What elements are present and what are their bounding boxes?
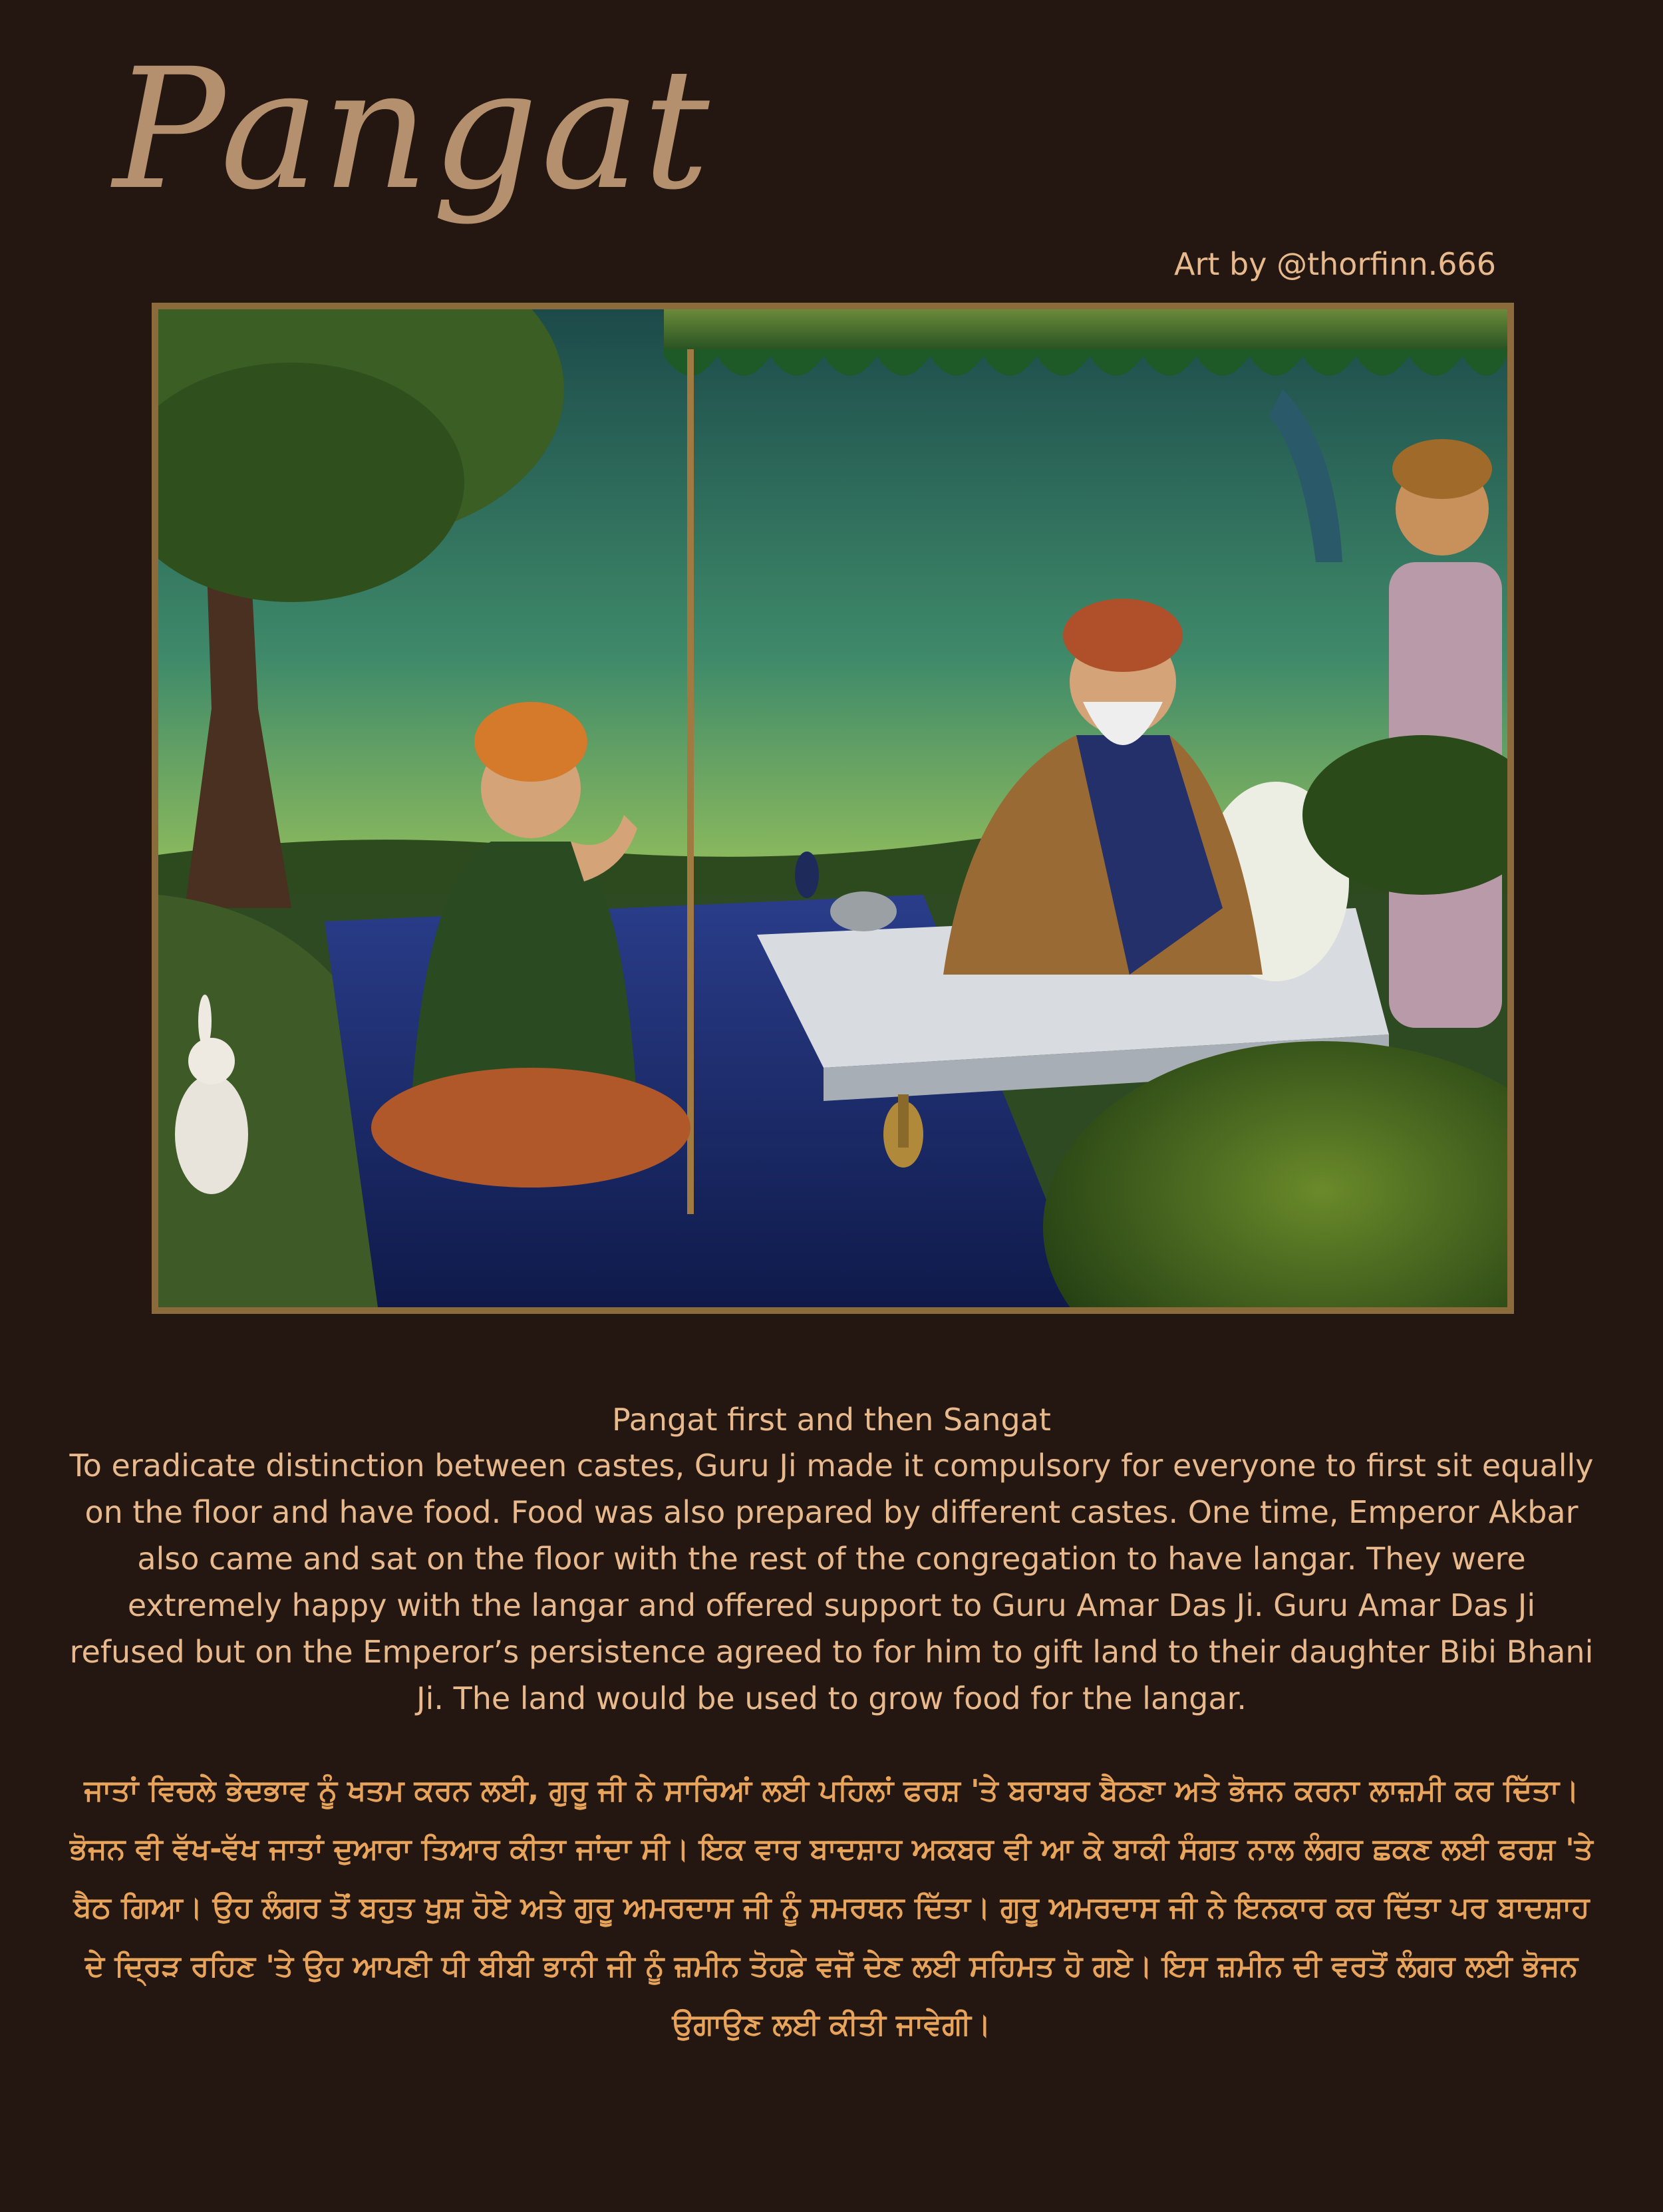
page-title: Pangat: [113, 33, 712, 226]
painting-illustration: [158, 309, 1507, 1307]
caption-body-english: To eradicate distinction between castes, Guru Ji made it compulsory for everyone to first sit equally on the floor and have food. Food was also prepared by different castes. One time, Emperor Akbar also came and sat on the floor with the rest of the congregation to have langar. They were extremely happy with the langar and offered support to Guru Amar Das Ji. Guru Amar Das Ji refused but on the Emperor’s persistence agreed to for him to gift land to their daughter Bibi Bhani Ji. The land would be used to grow food for the langar.: [69, 1448, 1594, 1716]
painting-frame: [152, 303, 1514, 1314]
caption-heading: Pangat first and then Sangat: [612, 1402, 1051, 1438]
caption-body-punjabi: ਜਾਤਾਂ ਵਿਚਲੇ ਭੇਦਭਾਵ ਨੂੰ ਖਤਮ ਕਰਨ ਲਈ, ਗੁਰੂ ਜੀ ਨੇ ਸਾਰਿਆਂ ਲਈ ਪਹਿਲਾਂ ਫਰਸ਼ 'ਤੇ ਬਰਾਬਰ ਬੈਠਣਾ ਅਤੇ ਭੋਜਨ ਕਰਨਾ ਲਾਜ਼ਮੀ ਕਰ ਦਿੱਤਾ। ਭੋਜਨ ਵੀ ਵੱਖ-ਵੱਖ ਜਾਤਾਂ ਦੁਆਰਾ ਤਿਆਰ ਕੀਤਾ ਜਾਂਦਾ ਸੀ। ਇਕ ਵਾਰ ਬਾਦਸ਼ਾਹ ਅਕਬਰ ਵੀ ਆ ਕੇ ਬਾਕੀ ਸੰਗਤ ਨਾਲ ਲੰਗਰ ਛਕਣ ਲਈ ਫਰਸ਼ 'ਤੇ ਬੈਠ ਗਿਆ। ਉਹ ਲੰਗਰ ਤੋਂ ਬਹੁਤ ਖੁਸ਼ ਹੋਏ ਅਤੇ ਗੁਰੂ ਅਮਰਦਾਸ ਜੀ ਨੂੰ ਸਮਰਥਨ ਦਿੱਤਾ। ਗੁਰੂ ਅਮਰਦਾਸ ਜੀ ਨੇ ਇਨਕਾਰ ਕਰ ਦਿੱਤਾ ਪਰ ਬਾਦਸ਼ਾਹ ਦੇ ਦ੍ਰਿੜ ਰਹਿਣ 'ਤੇ ਉਹ ਆਪਣੀ ਧੀ ਬੀਬੀ ਭਾਨੀ ਜੀ ਨੂੰ ਜ਼ਮੀਨ ਤੋਹਫ਼ੇ ਵਜੋਂ ਦੇਣ ਲਈ ਸਹਿਮਤ ਹੋ ਗਏ। ਇਸ ਜ਼ਮੀਨ ਦੀ ਵਰਤੋਂ ਲੰਗਰ ਲਈ ਭੋਜਨ ਉਗਾਉਣ ਲਈ ਕੀਤੀ ਜਾਵੇਗੀ।: [70, 1774, 1593, 2042]
artist-credit: Art by @thorfinn.666: [1174, 246, 1497, 282]
caption: [67, 1397, 1596, 2054]
